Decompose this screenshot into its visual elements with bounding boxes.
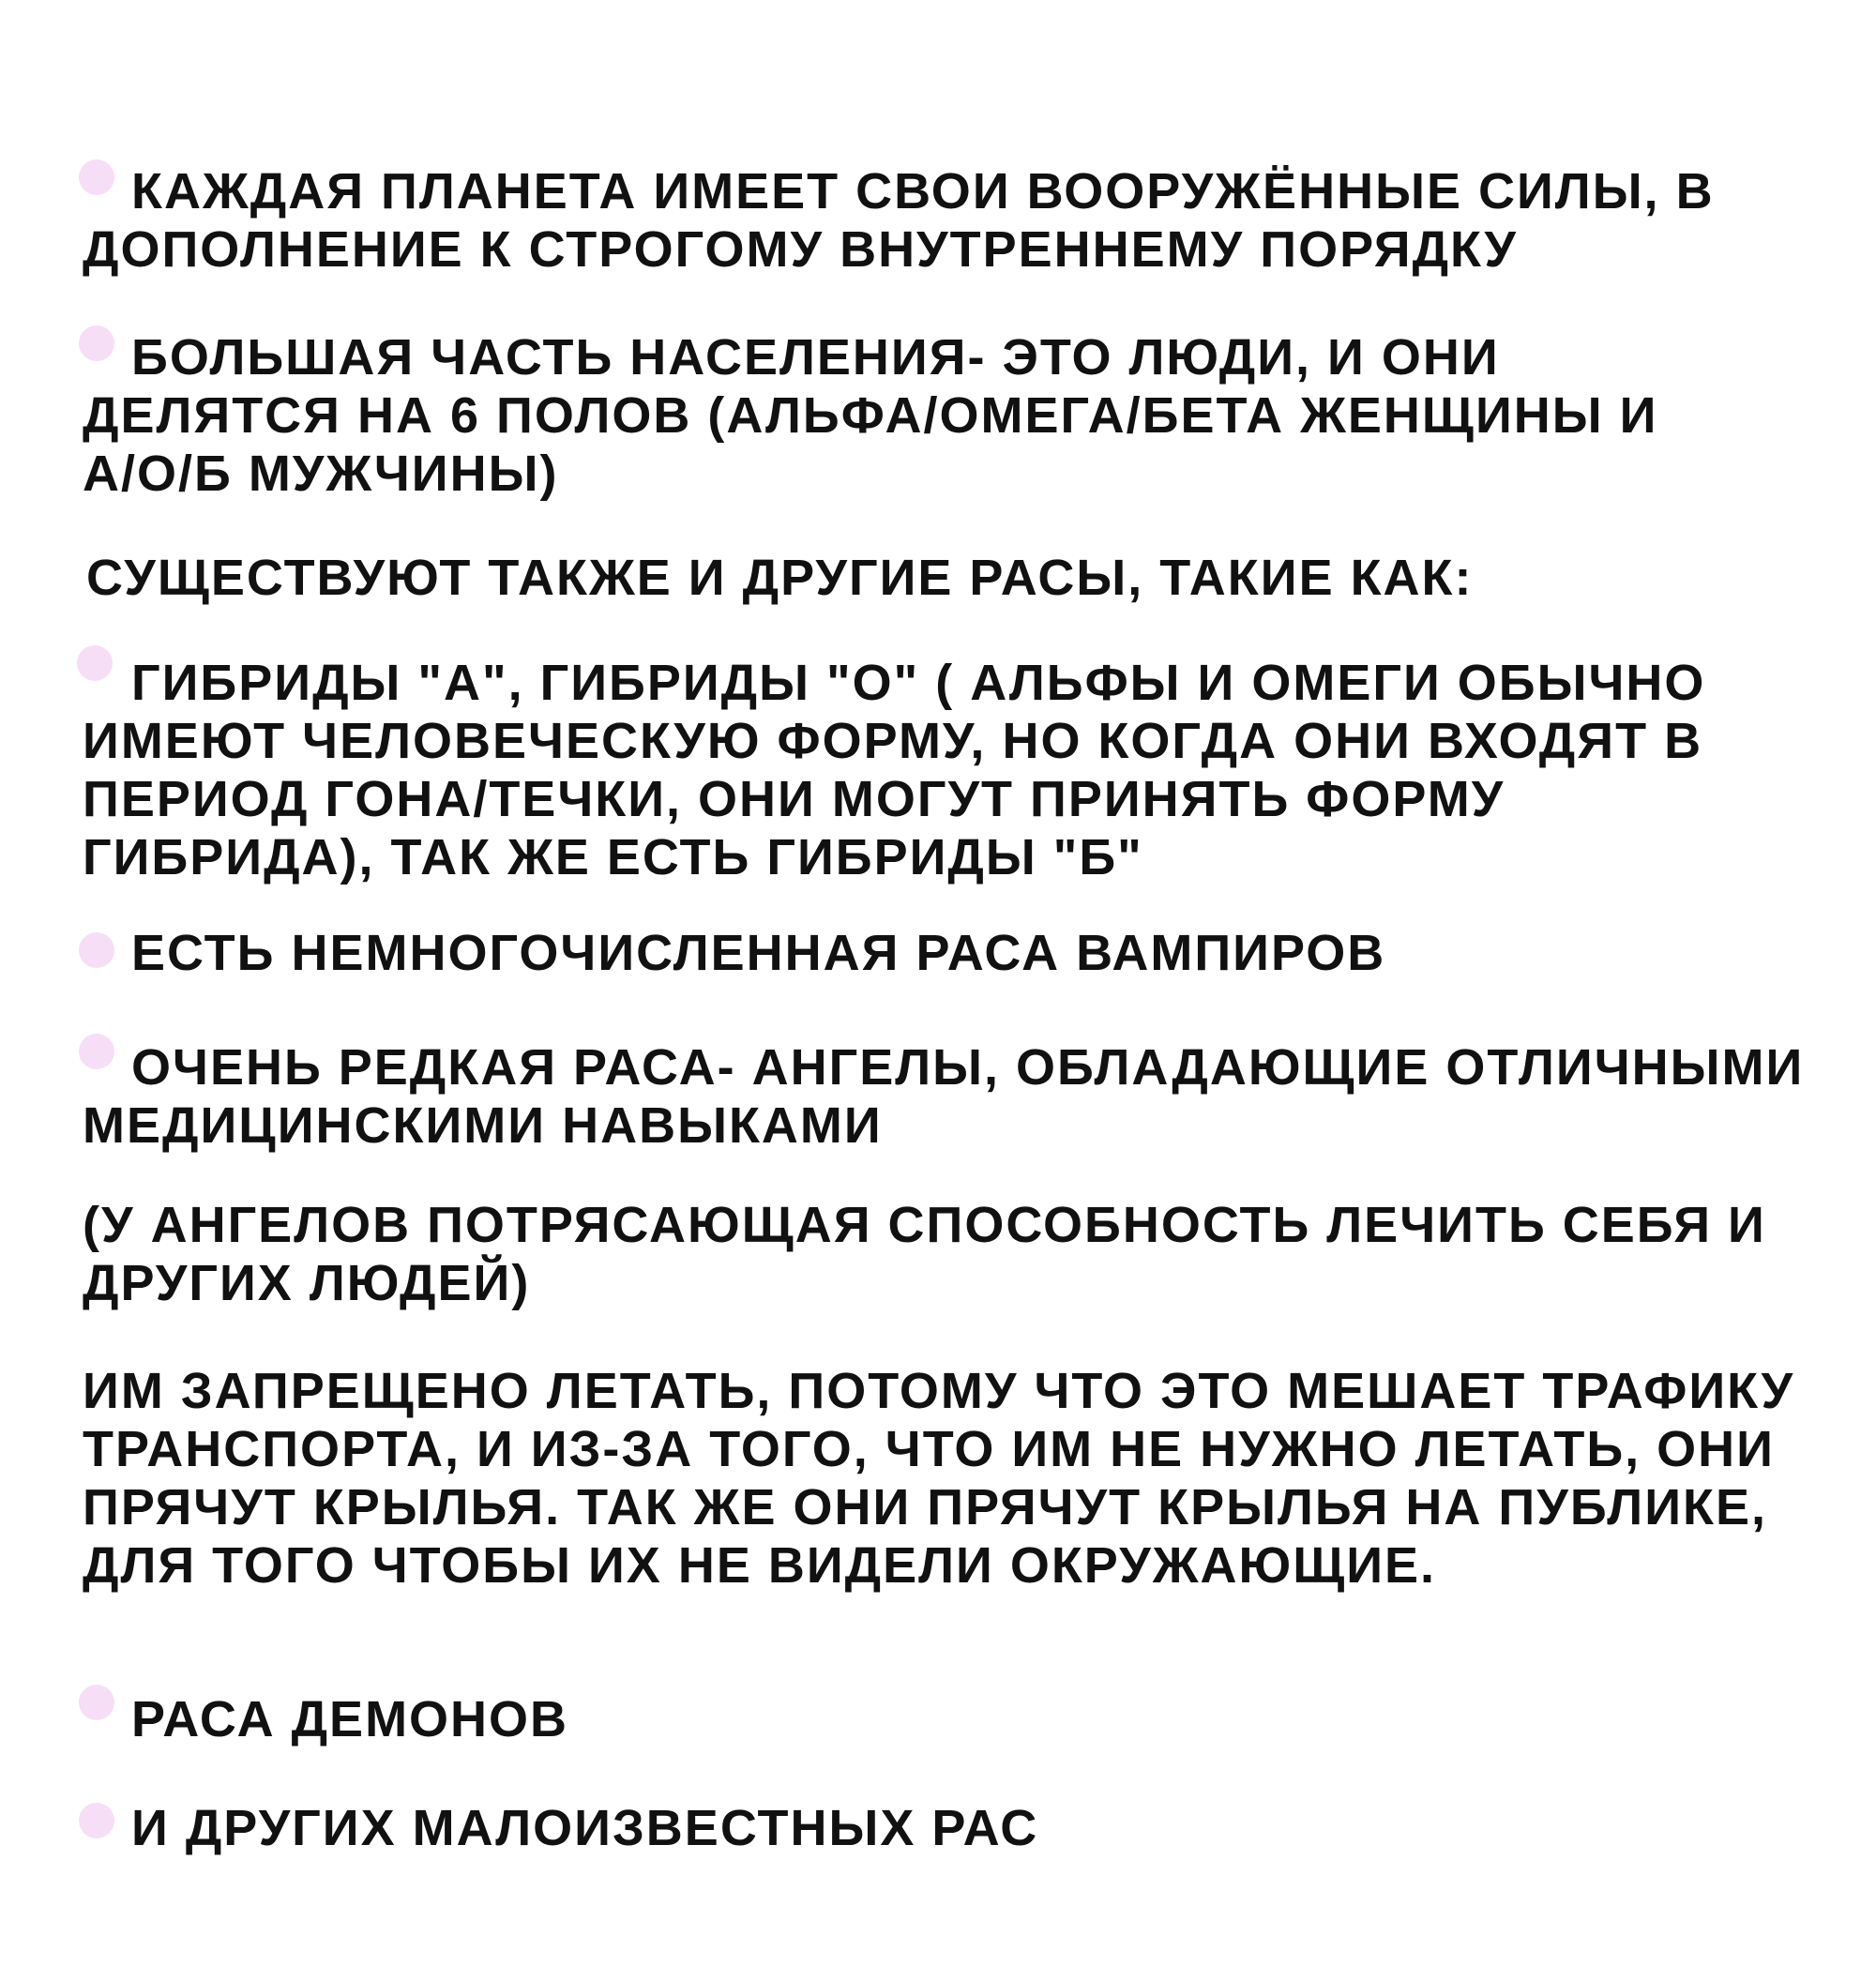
text-line: ЕСТЬ НЕМНОГОЧИСЛЕННАЯ РАСА ВАМПИРОВ: [131, 925, 1386, 981]
text-line: ДОПОЛНЕНИЕ К СТРОГОМУ ВНУТРЕННЕМУ ПОРЯДКУ: [83, 221, 1518, 278]
text-line: РАСА ДЕМОНОВ: [131, 1691, 569, 1747]
text-line: БОЛЬШАЯ ЧАСТЬ НАСЕЛЕНИЯ- ЭТО ЛЮДИ, И ОНИ: [131, 329, 1500, 386]
paragraph-vampires: [83, 924, 1846, 982]
paragraph-other-races: [83, 1799, 1846, 1857]
text-line: ПЕРИОД ГОНА/ТЕЧКИ, ОНИ МОГУТ ПРИНЯТЬ ФОРМУ: [83, 771, 1505, 827]
paragraph-angels: [83, 1038, 1846, 1155]
text-line: ПРЯЧУТ КРЫЛЬЯ. ТАК ЖЕ ОНИ ПРЯЧУТ КРЫЛЬЯ НА ПУБЛИКЕ,: [83, 1479, 1767, 1535]
text-line: ТРАНСПОРТА, И ИЗ-ЗА ТОГО, ЧТО ИМ НЕ НУЖНО ЛЕТАТЬ, ОНИ: [83, 1421, 1775, 1477]
text-line: ИМЕЮТ ЧЕЛОВЕЧЕСКУЮ ФОРМУ, НО КОГДА ОНИ ВХОДЯТ В: [83, 713, 1703, 769]
text-line: СУЩЕСТВУЮТ ТАКЖЕ И ДРУГИЕ РАСЫ, ТАКИЕ КАК:: [86, 550, 1474, 606]
text-line: ДЕЛЯТСЯ НА 6 ПОЛОВ (АЛЬФА/ОМЕГА/БЕТА ЖЕНЩИНЫ И: [83, 387, 1658, 444]
text-line: А/О/Б МУЖЧИНЫ): [83, 446, 559, 502]
text-line: ИМ ЗАПРЕЩЕНО ЛЕТАТЬ, ПОТОМУ ЧТО ЭТО МЕШАЕТ ТРАФИКУ: [83, 1363, 1795, 1419]
paragraph-flight-ban: [83, 1362, 1846, 1595]
text-line: ДРУГИХ ЛЮДЕЙ): [83, 1255, 531, 1311]
text-line: КАЖДАЯ ПЛАНЕТА ИМЕЕТ СВОИ ВООРУЖЁННЫЕ СИЛЫ, В: [131, 163, 1715, 219]
text-line: ГИБРИДА), ТАК ЖЕ ЕСТЬ ГИБРИДЫ "Б": [83, 829, 1143, 885]
paragraph-hybrids: [83, 654, 1846, 886]
paragraph-demons: [83, 1690, 1846, 1748]
paragraph-armed-forces: [83, 162, 1846, 279]
text-line: (У АНГЕЛОВ ПОТРЯСАЮЩАЯ СПОСОБНОСТЬ ЛЕЧИТЬ СЕБЯ И: [83, 1197, 1766, 1253]
text-line: ДЛЯ ТОГО ЧТОБЫ ИХ НЕ ВИДЕЛИ ОКРУЖАЮЩИЕ.: [83, 1537, 1437, 1594]
paragraph-angels-healing: [83, 1196, 1846, 1312]
text-line: И ДРУГИХ МАЛОИЗВЕСТНЫХ РАС: [131, 1800, 1039, 1856]
paragraph-population: [83, 328, 1846, 503]
text-line: ГИБРИДЫ "А", ГИБРИДЫ "О" ( АЛЬФЫ И ОМЕГИ ОБЫЧНО: [131, 655, 1706, 711]
paragraph-other-races-intro: [86, 549, 1850, 607]
text-line: МЕДИЦИНСКИМИ НАВЫКАМИ: [83, 1097, 883, 1154]
text-line: ОЧЕНЬ РЕДКАЯ РАСА- АНГЕЛЫ, ОБЛАДАЮЩИЕ ОТЛИЧНЫМИ: [131, 1039, 1805, 1096]
